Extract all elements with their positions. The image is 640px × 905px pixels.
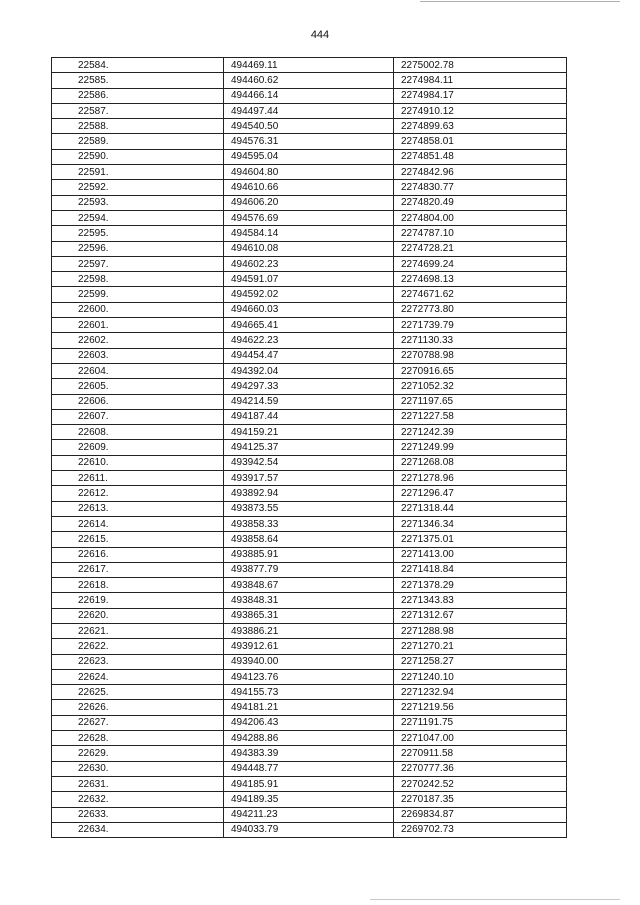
table-row xyxy=(52,256,567,271)
page-number: 444 xyxy=(310,29,330,41)
y-coordinate-cell: 2272773.80 xyxy=(394,302,567,317)
table-row xyxy=(52,272,567,287)
x-coordinate-cell: 494460.62 xyxy=(224,73,394,88)
table-row xyxy=(52,425,567,440)
table-row xyxy=(52,578,567,593)
point-number-cell: 22618. xyxy=(52,578,224,593)
table-row xyxy=(52,241,567,256)
y-coordinate-cell: 2271413.00 xyxy=(394,547,567,562)
x-coordinate-cell: 494123.76 xyxy=(224,669,394,684)
x-coordinate-cell: 494610.08 xyxy=(224,241,394,256)
y-coordinate-cell: 2271378.29 xyxy=(394,578,567,593)
x-coordinate-cell: 494033.79 xyxy=(224,822,394,837)
y-coordinate-cell: 2270916.65 xyxy=(394,363,567,378)
point-number-cell: 22626. xyxy=(52,700,224,715)
x-coordinate-cell: 494206.43 xyxy=(224,715,394,730)
table-row xyxy=(52,58,567,73)
point-number-cell: 22620. xyxy=(52,608,224,623)
point-number-cell: 22607. xyxy=(52,409,224,424)
point-number-cell: 22591. xyxy=(52,165,224,180)
x-coordinate-cell: 494606.20 xyxy=(224,195,394,210)
table-row xyxy=(52,471,567,486)
y-coordinate-cell: 2271278.96 xyxy=(394,471,567,486)
x-coordinate-cell: 494155.73 xyxy=(224,685,394,700)
point-number-cell: 22625. xyxy=(52,685,224,700)
table-row xyxy=(52,700,567,715)
table-row xyxy=(52,455,567,470)
table-row xyxy=(52,318,567,333)
point-number-cell: 22600. xyxy=(52,302,224,317)
point-number-cell: 22616. xyxy=(52,547,224,562)
table-row xyxy=(52,210,567,225)
point-number-cell: 22621. xyxy=(52,623,224,638)
y-coordinate-cell: 2271318.44 xyxy=(394,501,567,516)
x-coordinate-cell: 493942.54 xyxy=(224,455,394,470)
x-coordinate-cell: 494602.23 xyxy=(224,256,394,271)
y-coordinate-cell: 2271288.98 xyxy=(394,623,567,638)
point-number-cell: 22587. xyxy=(52,103,224,118)
x-coordinate-cell: 494454.47 xyxy=(224,348,394,363)
x-coordinate-cell: 494604.80 xyxy=(224,165,394,180)
x-coordinate-cell: 494610.66 xyxy=(224,180,394,195)
x-coordinate-cell: 494584.14 xyxy=(224,226,394,241)
x-coordinate-cell: 494595.04 xyxy=(224,149,394,164)
point-number-cell: 22634. xyxy=(52,822,224,837)
table-row xyxy=(52,440,567,455)
x-coordinate-cell: 493848.67 xyxy=(224,578,394,593)
point-number-cell: 22614. xyxy=(52,516,224,531)
point-number-cell: 22593. xyxy=(52,195,224,210)
x-coordinate-cell: 494469.11 xyxy=(224,58,394,73)
point-number-cell: 22610. xyxy=(52,455,224,470)
point-number-cell: 22629. xyxy=(52,746,224,761)
table-row xyxy=(52,134,567,149)
table-row xyxy=(52,226,567,241)
point-number-cell: 22613. xyxy=(52,501,224,516)
y-coordinate-cell: 2274851.48 xyxy=(394,149,567,164)
x-coordinate-cell: 494592.02 xyxy=(224,287,394,302)
point-number-cell: 22609. xyxy=(52,440,224,455)
point-number-cell: 22619. xyxy=(52,593,224,608)
y-coordinate-cell: 2270911.58 xyxy=(394,746,567,761)
y-coordinate-cell: 2269834.87 xyxy=(394,807,567,822)
point-number-cell: 22631. xyxy=(52,776,224,791)
table-row xyxy=(52,501,567,516)
table-row xyxy=(52,608,567,623)
y-coordinate-cell: 2271312.67 xyxy=(394,608,567,623)
table-row xyxy=(52,379,567,394)
y-coordinate-cell: 2271270.21 xyxy=(394,639,567,654)
point-number-cell: 22595. xyxy=(52,226,224,241)
point-number-cell: 22615. xyxy=(52,532,224,547)
y-coordinate-cell: 2271197.65 xyxy=(394,394,567,409)
point-number-cell: 22594. xyxy=(52,210,224,225)
point-number-cell: 22586. xyxy=(52,88,224,103)
x-coordinate-cell: 494448.77 xyxy=(224,761,394,776)
x-coordinate-cell: 493873.55 xyxy=(224,501,394,516)
x-coordinate-cell: 494189.35 xyxy=(224,792,394,807)
y-coordinate-cell: 2271249.99 xyxy=(394,440,567,455)
point-number-cell: 22612. xyxy=(52,486,224,501)
x-coordinate-cell: 493885.91 xyxy=(224,547,394,562)
table-row xyxy=(52,88,567,103)
table-row xyxy=(52,516,567,531)
table-row xyxy=(52,302,567,317)
y-coordinate-cell: 2274804.00 xyxy=(394,210,567,225)
x-coordinate-cell: 493917.57 xyxy=(224,471,394,486)
y-coordinate-cell: 2274899.63 xyxy=(394,119,567,134)
x-coordinate-cell: 494181.21 xyxy=(224,700,394,715)
table-row xyxy=(52,639,567,654)
y-coordinate-cell: 2274984.11 xyxy=(394,73,567,88)
point-number-cell: 22599. xyxy=(52,287,224,302)
point-number-cell: 22627. xyxy=(52,715,224,730)
point-number-cell: 22632. xyxy=(52,792,224,807)
point-number-cell: 22588. xyxy=(52,119,224,134)
y-coordinate-cell: 2271047.00 xyxy=(394,731,567,746)
point-number-cell: 22585. xyxy=(52,73,224,88)
y-coordinate-cell: 2271375.01 xyxy=(394,532,567,547)
x-coordinate-cell: 494185.91 xyxy=(224,776,394,791)
point-number-cell: 22606. xyxy=(52,394,224,409)
x-coordinate-cell: 494159.21 xyxy=(224,425,394,440)
x-coordinate-cell: 493912.61 xyxy=(224,639,394,654)
point-number-cell: 22589. xyxy=(52,134,224,149)
y-coordinate-cell: 2271219.56 xyxy=(394,700,567,715)
table-row xyxy=(52,807,567,822)
point-number-cell: 22590. xyxy=(52,149,224,164)
point-number-cell: 22592. xyxy=(52,180,224,195)
x-coordinate-cell: 493877.79 xyxy=(224,562,394,577)
x-coordinate-cell: 494576.31 xyxy=(224,134,394,149)
table-row xyxy=(52,685,567,700)
x-coordinate-cell: 494497.44 xyxy=(224,103,394,118)
table-row xyxy=(52,333,567,348)
point-number-cell: 22624. xyxy=(52,669,224,684)
y-coordinate-cell: 2274671.62 xyxy=(394,287,567,302)
y-coordinate-cell: 2269702.73 xyxy=(394,822,567,837)
point-number-cell: 22630. xyxy=(52,761,224,776)
y-coordinate-cell: 2274858.01 xyxy=(394,134,567,149)
x-coordinate-cell: 494383.39 xyxy=(224,746,394,761)
x-coordinate-cell: 494392.04 xyxy=(224,363,394,378)
x-coordinate-cell: 493892.94 xyxy=(224,486,394,501)
coordinates-table-body xyxy=(52,58,567,838)
y-coordinate-cell: 2271268.08 xyxy=(394,455,567,470)
y-coordinate-cell: 2271343.83 xyxy=(394,593,567,608)
x-coordinate-cell: 494665.41 xyxy=(224,318,394,333)
y-coordinate-cell: 2271191.75 xyxy=(394,715,567,730)
table-row xyxy=(52,731,567,746)
table-row xyxy=(52,180,567,195)
table-row xyxy=(52,654,567,669)
y-coordinate-cell: 2270187.35 xyxy=(394,792,567,807)
x-coordinate-cell: 494288.86 xyxy=(224,731,394,746)
x-coordinate-cell: 494622.23 xyxy=(224,333,394,348)
table-row xyxy=(52,822,567,837)
y-coordinate-cell: 2274984.17 xyxy=(394,88,567,103)
y-coordinate-cell: 2271296.47 xyxy=(394,486,567,501)
y-coordinate-cell: 2274910.12 xyxy=(394,103,567,118)
y-coordinate-cell: 2271052.32 xyxy=(394,379,567,394)
x-coordinate-cell: 493858.64 xyxy=(224,532,394,547)
x-coordinate-cell: 494297.33 xyxy=(224,379,394,394)
table-row xyxy=(52,593,567,608)
x-coordinate-cell: 494576.69 xyxy=(224,210,394,225)
bottom-edge-rule xyxy=(370,899,620,900)
x-coordinate-cell: 494466.14 xyxy=(224,88,394,103)
point-number-cell: 22622. xyxy=(52,639,224,654)
table-row xyxy=(52,73,567,88)
table-row xyxy=(52,746,567,761)
top-edge-rule xyxy=(420,1,620,2)
point-number-cell: 22605. xyxy=(52,379,224,394)
table-row xyxy=(52,532,567,547)
table-row xyxy=(52,486,567,501)
y-coordinate-cell: 2274842.96 xyxy=(394,165,567,180)
point-number-cell: 22584. xyxy=(52,58,224,73)
table-row xyxy=(52,715,567,730)
point-number-cell: 22633. xyxy=(52,807,224,822)
x-coordinate-cell: 494125.37 xyxy=(224,440,394,455)
table-row xyxy=(52,103,567,118)
table-row xyxy=(52,669,567,684)
y-coordinate-cell: 2274830.77 xyxy=(394,180,567,195)
y-coordinate-cell: 2275002.78 xyxy=(394,58,567,73)
y-coordinate-cell: 2274698.13 xyxy=(394,272,567,287)
point-number-cell: 22602. xyxy=(52,333,224,348)
point-number-cell: 22598. xyxy=(52,272,224,287)
x-coordinate-cell: 494591.07 xyxy=(224,272,394,287)
table-row xyxy=(52,623,567,638)
table-row xyxy=(52,394,567,409)
point-number-cell: 22603. xyxy=(52,348,224,363)
y-coordinate-cell: 2271418.84 xyxy=(394,562,567,577)
y-coordinate-cell: 2274820.49 xyxy=(394,195,567,210)
table-row xyxy=(52,776,567,791)
x-coordinate-cell: 493858.33 xyxy=(224,516,394,531)
y-coordinate-cell: 2270777.36 xyxy=(394,761,567,776)
point-number-cell: 22597. xyxy=(52,256,224,271)
y-coordinate-cell: 2270788.98 xyxy=(394,348,567,363)
point-number-cell: 22601. xyxy=(52,318,224,333)
x-coordinate-cell: 493865.31 xyxy=(224,608,394,623)
point-number-cell: 22628. xyxy=(52,731,224,746)
y-coordinate-cell: 2271242.39 xyxy=(394,425,567,440)
x-coordinate-cell: 493886.21 xyxy=(224,623,394,638)
y-coordinate-cell: 2271739.79 xyxy=(394,318,567,333)
table-row xyxy=(52,409,567,424)
x-coordinate-cell: 493848.31 xyxy=(224,593,394,608)
point-number-cell: 22623. xyxy=(52,654,224,669)
table-row xyxy=(52,363,567,378)
point-number-cell: 22611. xyxy=(52,471,224,486)
x-coordinate-cell: 494540.50 xyxy=(224,119,394,134)
y-coordinate-cell: 2271240.10 xyxy=(394,669,567,684)
point-number-cell: 22617. xyxy=(52,562,224,577)
table-row xyxy=(52,348,567,363)
table-row xyxy=(52,165,567,180)
y-coordinate-cell: 2274787.10 xyxy=(394,226,567,241)
x-coordinate-cell: 494187.44 xyxy=(224,409,394,424)
table-row xyxy=(52,761,567,776)
table-row xyxy=(52,195,567,210)
x-coordinate-cell: 494214.59 xyxy=(224,394,394,409)
y-coordinate-cell: 2271346.34 xyxy=(394,516,567,531)
table-row xyxy=(52,562,567,577)
y-coordinate-cell: 2271232.94 xyxy=(394,685,567,700)
x-coordinate-cell: 494211.23 xyxy=(224,807,394,822)
x-coordinate-cell: 494660.03 xyxy=(224,302,394,317)
y-coordinate-cell: 2274699.24 xyxy=(394,256,567,271)
table-row xyxy=(52,547,567,562)
point-number-cell: 22596. xyxy=(52,241,224,256)
table-row xyxy=(52,149,567,164)
point-number-cell: 22608. xyxy=(52,425,224,440)
y-coordinate-cell: 2270242.52 xyxy=(394,776,567,791)
table-row xyxy=(52,119,567,134)
coordinates-table xyxy=(51,57,567,838)
y-coordinate-cell: 2271130.33 xyxy=(394,333,567,348)
table-row xyxy=(52,792,567,807)
table-row xyxy=(52,287,567,302)
x-coordinate-cell: 493940.00 xyxy=(224,654,394,669)
y-coordinate-cell: 2274728.21 xyxy=(394,241,567,256)
point-number-cell: 22604. xyxy=(52,363,224,378)
y-coordinate-cell: 2271258.27 xyxy=(394,654,567,669)
y-coordinate-cell: 2271227.58 xyxy=(394,409,567,424)
